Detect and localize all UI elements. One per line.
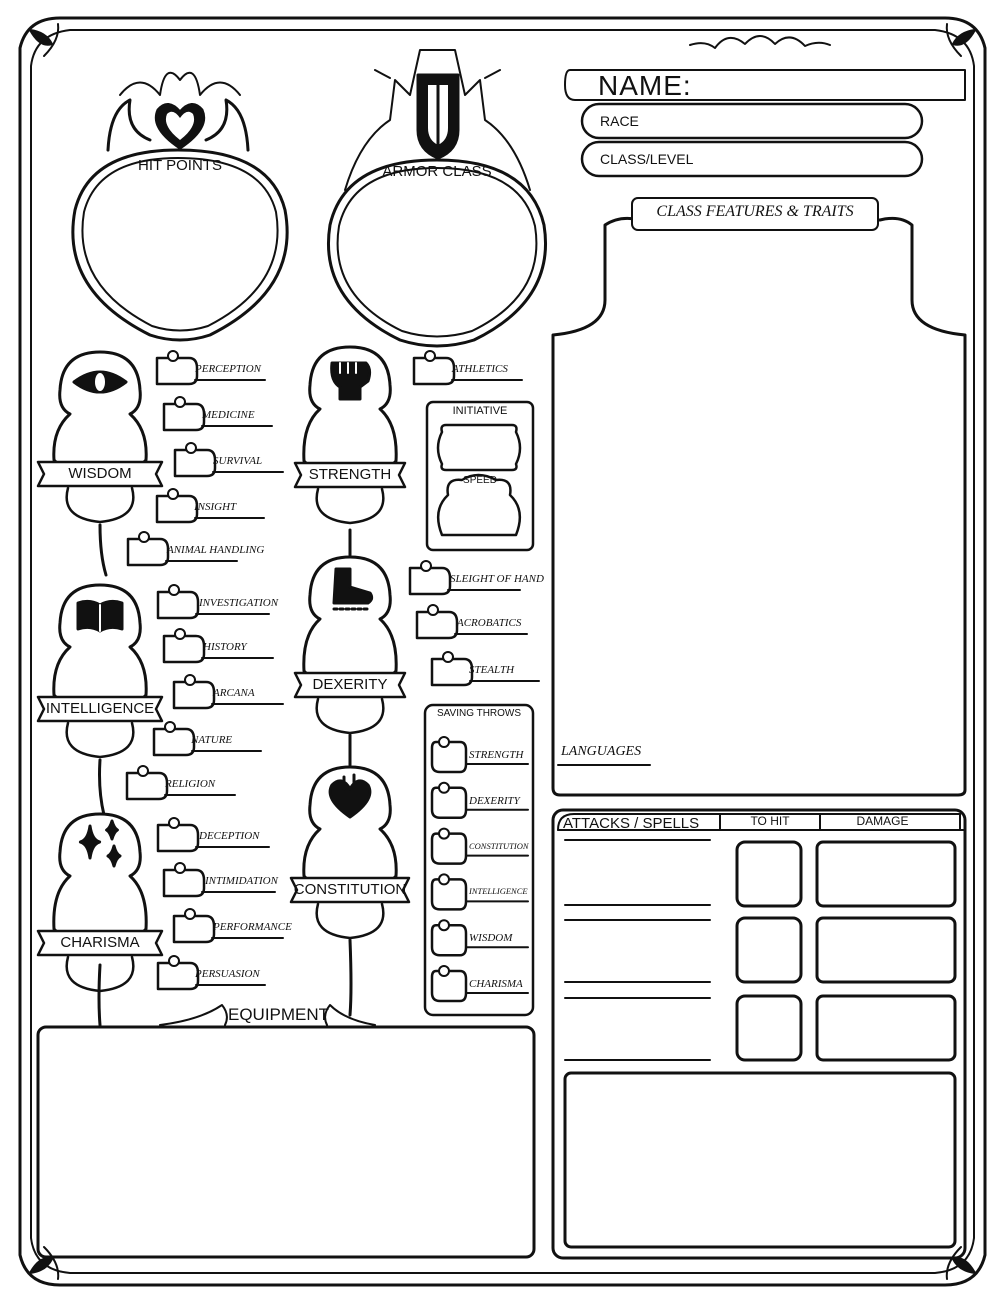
strength-score-input[interactable]: [316, 415, 384, 459]
skill-label-insight: INSIGHT: [194, 501, 237, 513]
constitution-label: CONSTITUTION: [293, 881, 407, 898]
to-hit-label: TO HIT: [750, 814, 790, 828]
skill-input-sleight-of-hand[interactable]: [412, 570, 446, 592]
name-label: NAME:: [598, 70, 692, 101]
skill-input-medicine[interactable]: [166, 406, 200, 428]
skill-input-deception[interactable]: [160, 827, 194, 849]
wisdom-modifier-input[interactable]: [74, 490, 126, 516]
skill-label-survival: SURVIVAL: [213, 455, 263, 467]
skill-input-investigation[interactable]: [160, 594, 194, 616]
charisma-modifier-input[interactable]: [74, 959, 126, 985]
saving-throw-label-charisma: CHARISMA: [469, 978, 523, 990]
equipment-input[interactable]: [42, 1031, 530, 1253]
race-label: RACE: [600, 113, 639, 129]
skill-label-deception: DECEPTION: [199, 830, 260, 842]
attacks-notes-box: [565, 1073, 955, 1247]
skill-input-perception[interactable]: [159, 360, 193, 382]
strength-modifier-input[interactable]: [324, 491, 376, 517]
saving-throws-title: SAVING THROWS: [436, 708, 522, 719]
skill-input-acrobatics[interactable]: [419, 614, 453, 636]
charisma-score-input[interactable]: [66, 882, 134, 927]
skill-label-religion: RELIGION: [165, 778, 216, 790]
charisma-label: CHARISMA: [60, 934, 140, 951]
attacks-title: ATTACKS / SPELLS: [563, 815, 700, 832]
saving-throw-input-intelligence[interactable]: [435, 883, 463, 907]
skill-input-performance[interactable]: [176, 918, 210, 940]
skill-input-stealth[interactable]: [434, 661, 468, 683]
skill-label-medicine: MEDICINE: [202, 409, 255, 421]
hit-points-input[interactable]: [100, 185, 260, 305]
intelligence-label: INTELLIGENCE: [45, 700, 155, 717]
skill-label-perception: PERCEPTION: [195, 363, 261, 375]
skill-input-history[interactable]: [166, 638, 200, 660]
skill-label-animal-handling: ANIMAL HANDLING: [167, 544, 265, 556]
constitution-modifier-input[interactable]: [324, 906, 376, 932]
speed-label: SPEED: [463, 475, 497, 486]
skill-input-persuasion[interactable]: [160, 965, 194, 987]
skill-label-acrobatics: ACROBATICS: [457, 617, 522, 629]
skill-label-persuasion: PERSUASION: [195, 968, 260, 980]
skill-label-sleight-of-hand: SLEIGHT OF HAND: [450, 573, 544, 585]
skill-input-religion[interactable]: [129, 775, 163, 797]
attacks-box: [553, 810, 965, 1258]
armor-class-input[interactable]: [360, 192, 515, 312]
skill-label-athletics: ATHLETICS: [452, 363, 508, 375]
skill-label-performance: PERFORMANCE: [213, 921, 292, 933]
skill-label-investigation: INVESTIGATION: [199, 597, 279, 609]
damage-boxes: [817, 842, 955, 1060]
saving-throw-label-strength: STRENGTH: [469, 749, 524, 761]
equipment-title: EQUIPMENT: [228, 1005, 330, 1024]
skill-label-arcana: ARCANA: [213, 687, 255, 699]
crest-ornament: [690, 36, 830, 48]
skill-label-history: HISTORY: [203, 641, 247, 653]
intelligence-score-input[interactable]: [66, 653, 134, 693]
class-level-input[interactable]: [710, 144, 910, 174]
class-features-title: CLASS FEATURES & TRAITS: [656, 203, 854, 220]
skill-input-nature[interactable]: [156, 731, 190, 753]
skill-input-intimidation[interactable]: [166, 872, 200, 894]
constitution-score-input[interactable]: [316, 835, 384, 874]
wisdom-score-input[interactable]: [66, 420, 134, 458]
strength-label: STRENGTH: [308, 466, 392, 483]
skill-label-nature: NATURE: [191, 734, 233, 746]
name-input[interactable]: [700, 72, 960, 100]
dexterity-modifier-input[interactable]: [324, 701, 376, 727]
skill-label-intimidation: INTIMIDATION: [205, 875, 278, 887]
languages-label: LANGUAGES: [561, 744, 642, 759]
saving-throw-label-constitution: CONSTITUTION: [469, 840, 529, 851]
class-features-input[interactable]: [565, 240, 955, 740]
saving-throw-input-constitution[interactable]: [435, 838, 463, 862]
class-level-label: CLASS/LEVEL: [600, 151, 694, 167]
attack-row-lines: [565, 840, 710, 1060]
saving-throw-shapes: [432, 737, 528, 1001]
saving-throw-input-dexerity[interactable]: [435, 792, 463, 816]
race-input[interactable]: [660, 106, 910, 136]
skill-input-arcana[interactable]: [176, 684, 210, 706]
saving-throw-label-wisdom: WISDOM: [469, 932, 513, 945]
saving-throw-input-wisdom[interactable]: [435, 929, 463, 953]
to-hit-boxes: [737, 842, 801, 1060]
skill-input-animal-handling[interactable]: [130, 541, 164, 563]
skill-input-athletics[interactable]: [416, 360, 450, 382]
saving-throw-input-charisma[interactable]: [435, 975, 463, 999]
initiative-input[interactable]: [446, 428, 512, 468]
saving-throw-label-dexerity: DEXERITY: [469, 794, 520, 807]
saving-throw-label-intelligence: INTELLIGENCE: [469, 886, 528, 897]
dexterity-score-input[interactable]: [316, 625, 384, 669]
intelligence-modifier-input[interactable]: [74, 725, 126, 751]
skill-input-insight[interactable]: [159, 498, 193, 520]
skill-input-survival[interactable]: [177, 452, 211, 474]
skill-label-stealth: STEALTH: [469, 664, 515, 676]
speed-input[interactable]: [446, 492, 512, 532]
hit-points-label: HIT POINTS: [138, 157, 222, 174]
initiative-label: INITIATIVE: [452, 405, 508, 417]
book-icon: [78, 601, 122, 631]
saving-throw-input-strength[interactable]: [435, 746, 463, 770]
damage-label: DAMAGE: [856, 814, 909, 828]
dexterity-label: DEXERITY: [312, 676, 388, 693]
armor-class-label: ARMOR CLASS: [382, 163, 492, 180]
wisdom-label: WISDOM: [68, 465, 132, 482]
